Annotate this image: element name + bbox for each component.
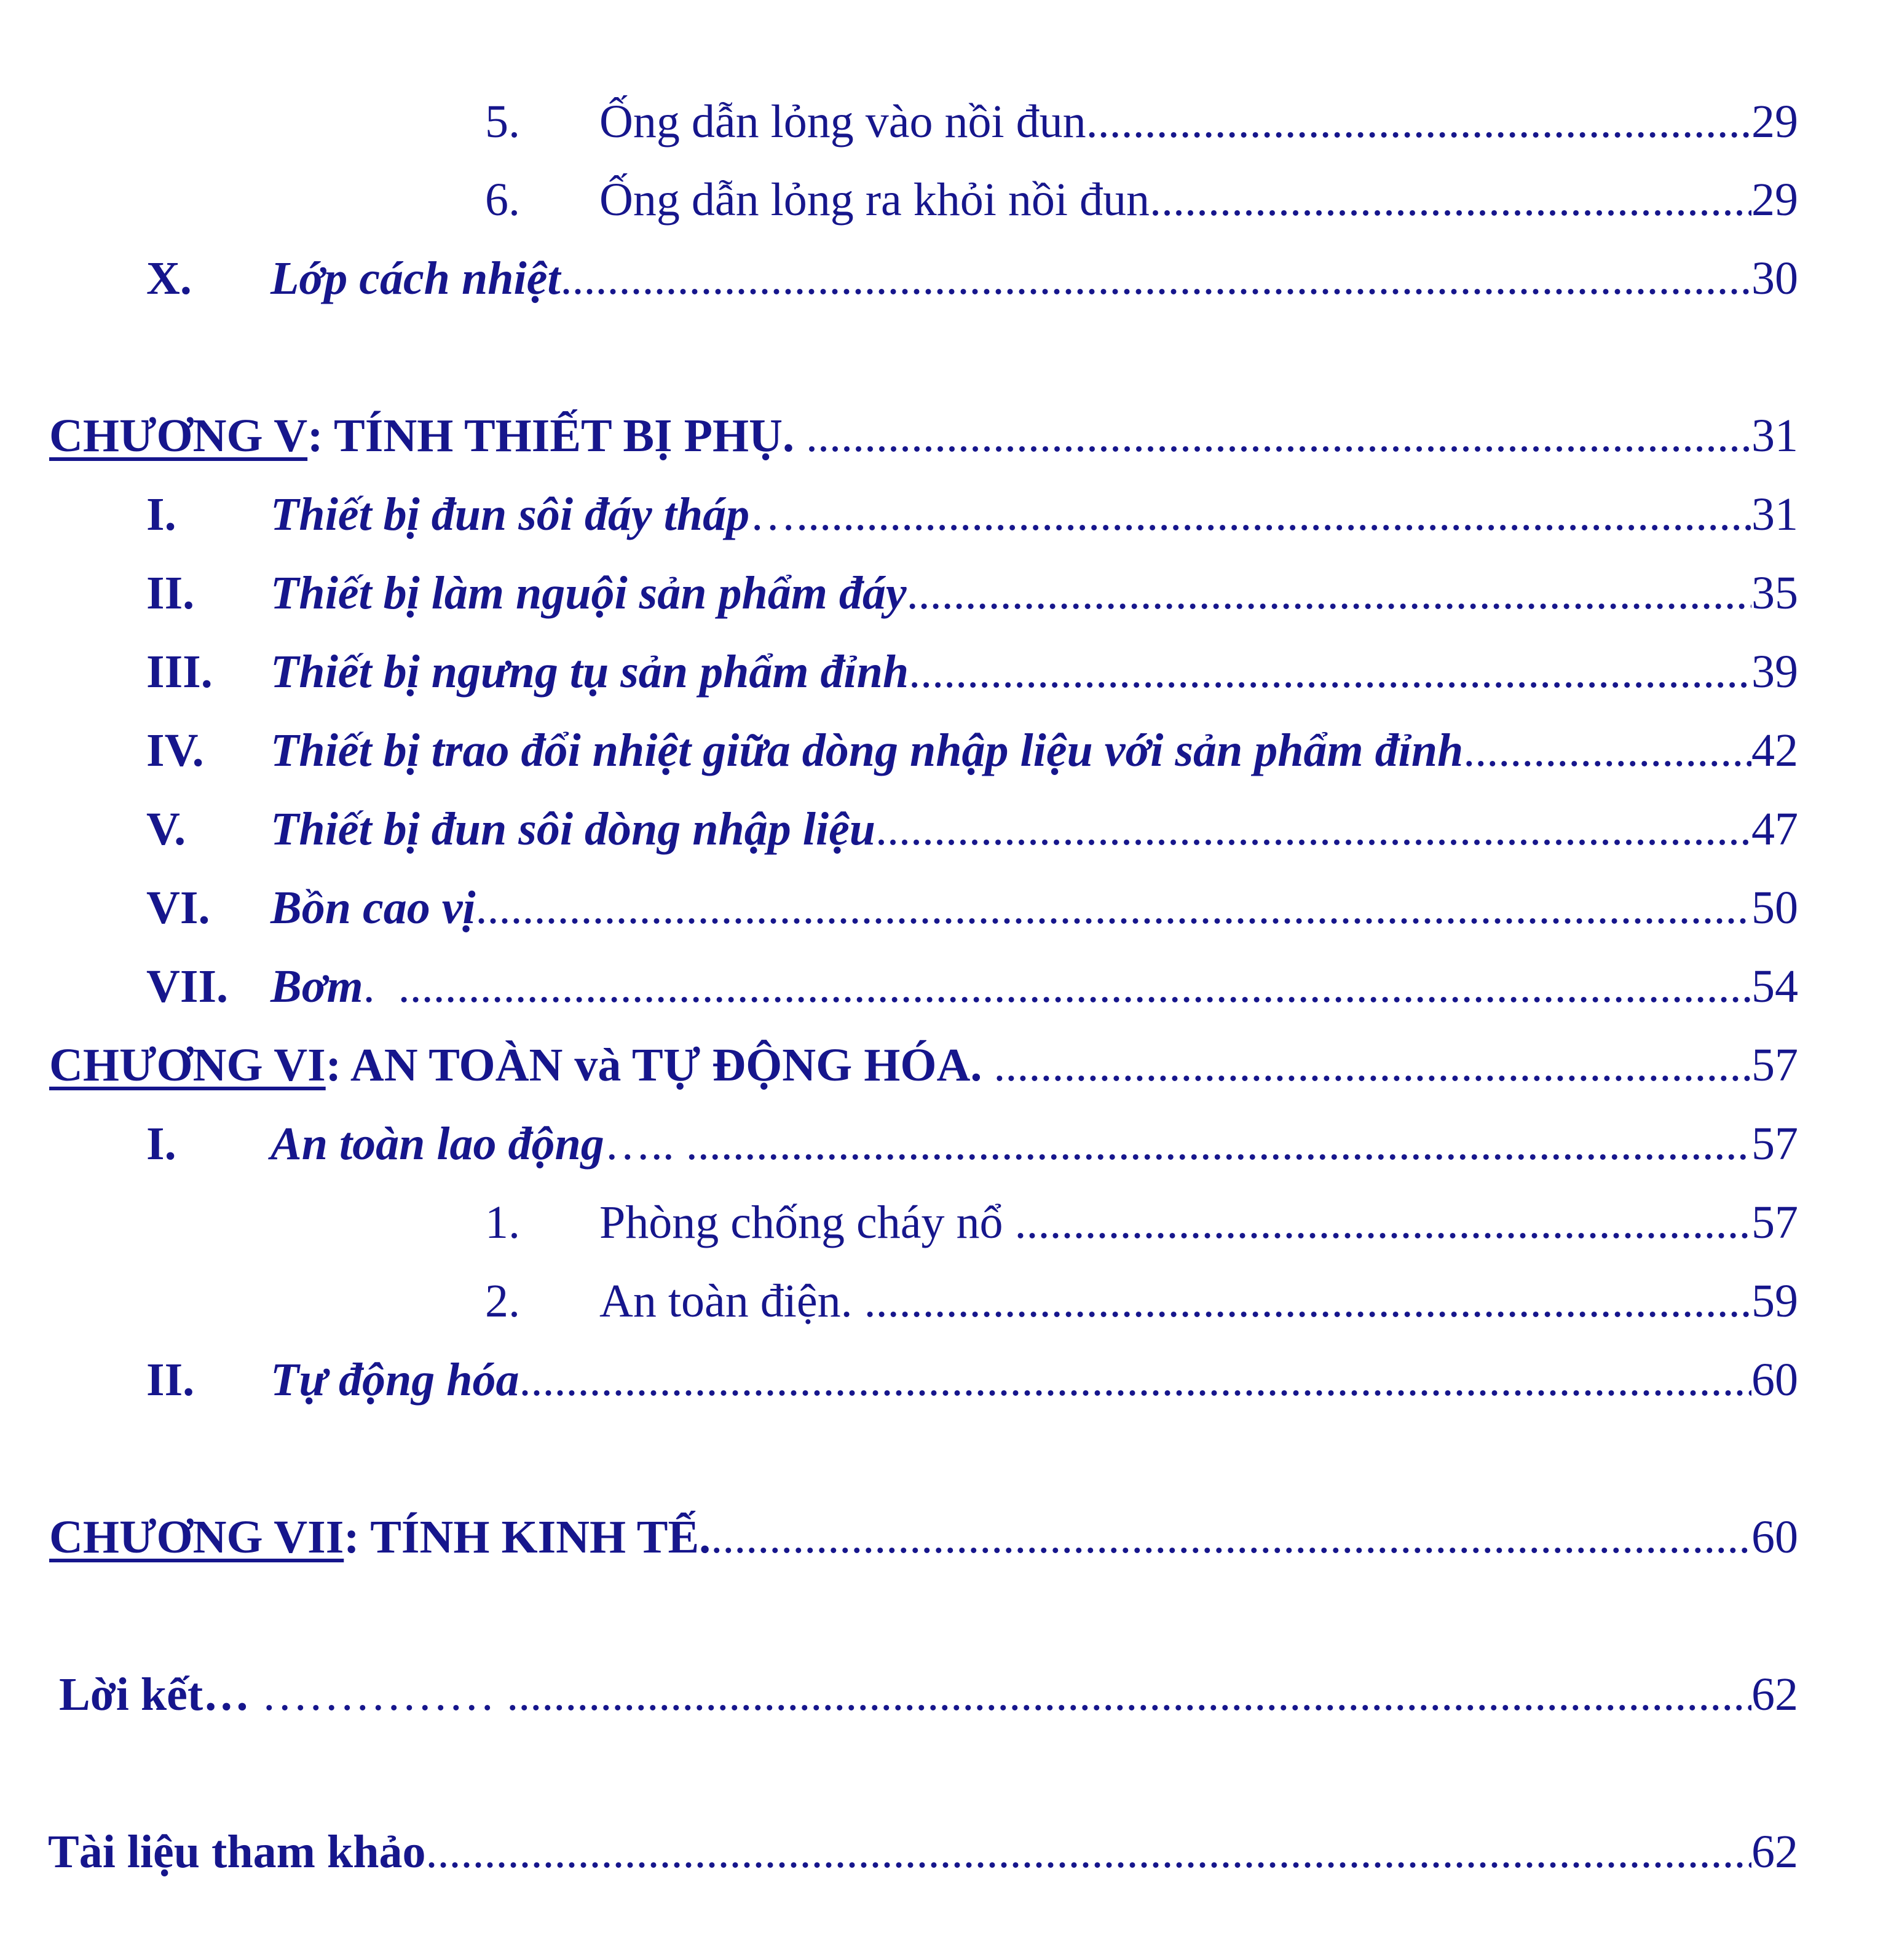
toc-entry-number: VI. [146,882,210,934]
dot-leader [507,1661,1751,1728]
chapter-label: CHƯƠNG V [49,410,308,462]
toc-entry-title: Thiết bị ngưng tụ sản phẩm đỉnh [270,646,909,698]
toc-entry-page: 60 [1751,1511,1798,1563]
toc-entry-suffix: …………… [250,1669,507,1720]
dot-leader [1161,166,1751,234]
toc-entry-title: : TÍNH THIẾT BỊ PHỤ. [307,410,807,462]
toc-entry-title: Ống dẫn lỏng ra khỏi nồi đun. [599,174,1162,226]
toc-entry-page: 57 [1751,1039,1798,1091]
toc-entry-title: Ống dẫn lỏng vào nồi đun. [599,96,1098,148]
toc-entry-page: 57 [1751,1197,1798,1248]
toc-entry-section-v-vi[interactable] [146,874,1798,942]
toc-entry-chapter-vii[interactable] [49,1503,1798,1571]
dot-leader [806,402,1751,470]
toc-entry-title: : TÍNH KINH TẾ. [344,1511,711,1563]
dot-leader [864,1267,1751,1335]
toc-entry-number: V. [146,803,186,855]
toc-entry-title: Thiết bị làm nguội sản phẩm đáy [270,567,907,619]
toc-entry-title: Bồn cao vị [270,882,476,934]
toc-entry-section-v-ii[interactable] [146,559,1798,627]
toc-entry-suffix: . [363,961,398,1012]
toc-entry-title: Tự động hóa [270,1354,519,1406]
dot-leader [519,1346,1752,1414]
dot-leader [711,1503,1751,1571]
toc-entry-page: 42 [1751,725,1798,776]
dot-leader [1098,88,1751,155]
toc-entry-number: III. [146,646,213,698]
toc-entry-suffix: ….. [604,1118,686,1170]
chapter-label: CHƯƠNG VII [49,1511,344,1563]
toc-entry-title: Tài liệu tham khảo [48,1826,426,1878]
toc-entry-page: 62 [1751,1669,1798,1720]
toc-entry-suffix: ….. [749,489,820,540]
toc-entry-chapter-vi[interactable] [49,1031,1798,1099]
dot-leader [425,1818,1751,1886]
dot-leader [875,795,1751,863]
toc-entry-title: Phòng chống cháy nổ [599,1197,1015,1248]
dot-leader [1014,1189,1751,1256]
dot-leader [909,638,1751,706]
toc-entry-number: 1. [485,1197,520,1248]
toc-entry-number: I. [146,489,176,540]
toc-entry-number: X. [146,253,192,304]
toc-entry-title: Lớp cách nhiệt [270,253,561,304]
toc-entry-page: 59 [1751,1275,1798,1327]
toc-entry-page: 39 [1751,646,1798,698]
toc-entry-section-v-i[interactable] [146,481,1798,548]
toc-entry-page: 57 [1751,1118,1798,1170]
toc-entry-page: 31 [1751,410,1798,462]
toc-entry-page: 30 [1751,253,1798,304]
toc-entry-page: 60 [1751,1354,1798,1406]
toc-entry-title: Thiết bị đun sôi dòng nhập liệu [270,803,876,855]
toc-entry-section-v-iii[interactable] [146,638,1798,706]
dot-leader [1463,717,1751,784]
toc-entry-number: 2. [485,1275,520,1327]
toc-entry-sub-5[interactable] [485,88,1798,155]
toc-entry-section-vi-i[interactable] [146,1110,1798,1178]
toc-entry-references[interactable] [48,1818,1798,1886]
dot-leader [476,874,1751,942]
toc-entry-section-v-v[interactable] [146,795,1798,863]
toc-entry-section-vi-ii[interactable] [146,1346,1798,1414]
toc-entry-title: Thiết bị đun sôi đáy tháp [270,489,750,540]
toc-entry-section-x[interactable] [146,245,1798,312]
toc-entry-page: 47 [1751,803,1798,855]
toc-entry-sub-6[interactable] [485,166,1798,234]
toc-entry-number: IV. [146,725,204,776]
toc-entry-number: II. [146,567,195,619]
toc-entry-number: VII. [146,961,229,1012]
dot-leader [560,245,1751,312]
toc-entry-page: 31 [1751,489,1798,540]
dot-leader [398,953,1751,1020]
toc-entry-page: 62 [1751,1826,1798,1878]
toc-entry-sub-vi-1[interactable] [485,1189,1798,1256]
toc-entry-sub-vi-2[interactable] [485,1267,1798,1335]
dot-leader [819,481,1751,548]
dot-leader [907,559,1751,627]
toc-entry-title: Lời kết… [59,1669,250,1720]
toc-entry-page: 35 [1751,567,1798,619]
toc-entry-page: 54 [1751,961,1798,1012]
toc-entry-number: 6. [485,174,520,226]
toc-entry-page: 50 [1751,882,1798,934]
dot-leader [993,1031,1751,1099]
toc-entry-page: 29 [1751,96,1798,148]
toc-entry-title: An toàn lao động [270,1118,604,1170]
toc-entry-section-v-vii[interactable] [146,953,1798,1020]
toc-entry-number: 5. [485,96,520,148]
toc-entry-number: II. [146,1354,195,1406]
toc-entry-chapter-v[interactable] [49,402,1798,470]
toc-entry-conclusion[interactable] [59,1661,1798,1728]
dot-leader [686,1110,1751,1178]
toc-entry-section-v-iv[interactable] [146,717,1798,784]
toc-entry-title: : AN TOÀN và TỰ ĐỘNG HÓA. [325,1039,994,1091]
toc-entry-number: I. [146,1118,176,1170]
chapter-label: CHƯƠNG VI [49,1039,326,1091]
toc-entry-page: 29 [1751,174,1798,226]
toc-entry-title: Bơm [270,961,363,1012]
toc-entry-title: An toàn điện. [599,1275,864,1327]
toc-entry-title: Thiết bị trao đổi nhiệt giữa dòng nhập liệu với sản phẩm đỉnh [270,725,1464,776]
